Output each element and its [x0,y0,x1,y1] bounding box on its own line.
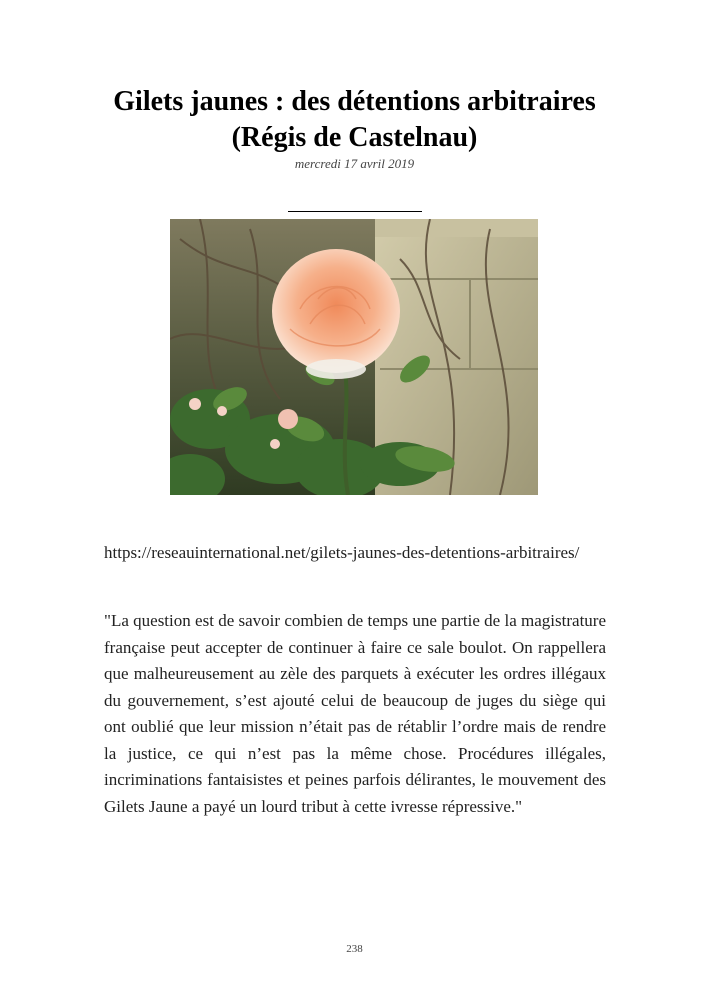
page-number: 238 [346,943,363,955]
quote-paragraph: "La question est de savoir combien de temps une partie de la magistrature française peut accepter de continuer à faire ce sale boulot. On rappellera que malheureusement au zèle des parquets à exécuter les ordres illégaux du gouvernement, s’est ajouté celui de beaucoup de juges du siège qui ont oublié que leur mission n’était pas de rétablir l’ordre mais de rendre la justice, ce qui n’est pas la même chose. Procédures illégales, incriminations fantaisistes et peines parfois délirantes, le mouvement des Gilets Jaune a payé un lourd tribut à cette ivresse répressive." [104,611,606,816]
article-date: mercredi 17 avril 2019 [294,156,415,171]
source-url: https://reseauinternational.net/gilets-jaunes-des-detentions-arbitraires/ [104,543,580,562]
article-title: Gilets jaunes : des détentions arbitraires (Régis de Castelnau) [113,86,596,153]
rose-photo [170,219,538,495]
title-divider [288,211,422,212]
